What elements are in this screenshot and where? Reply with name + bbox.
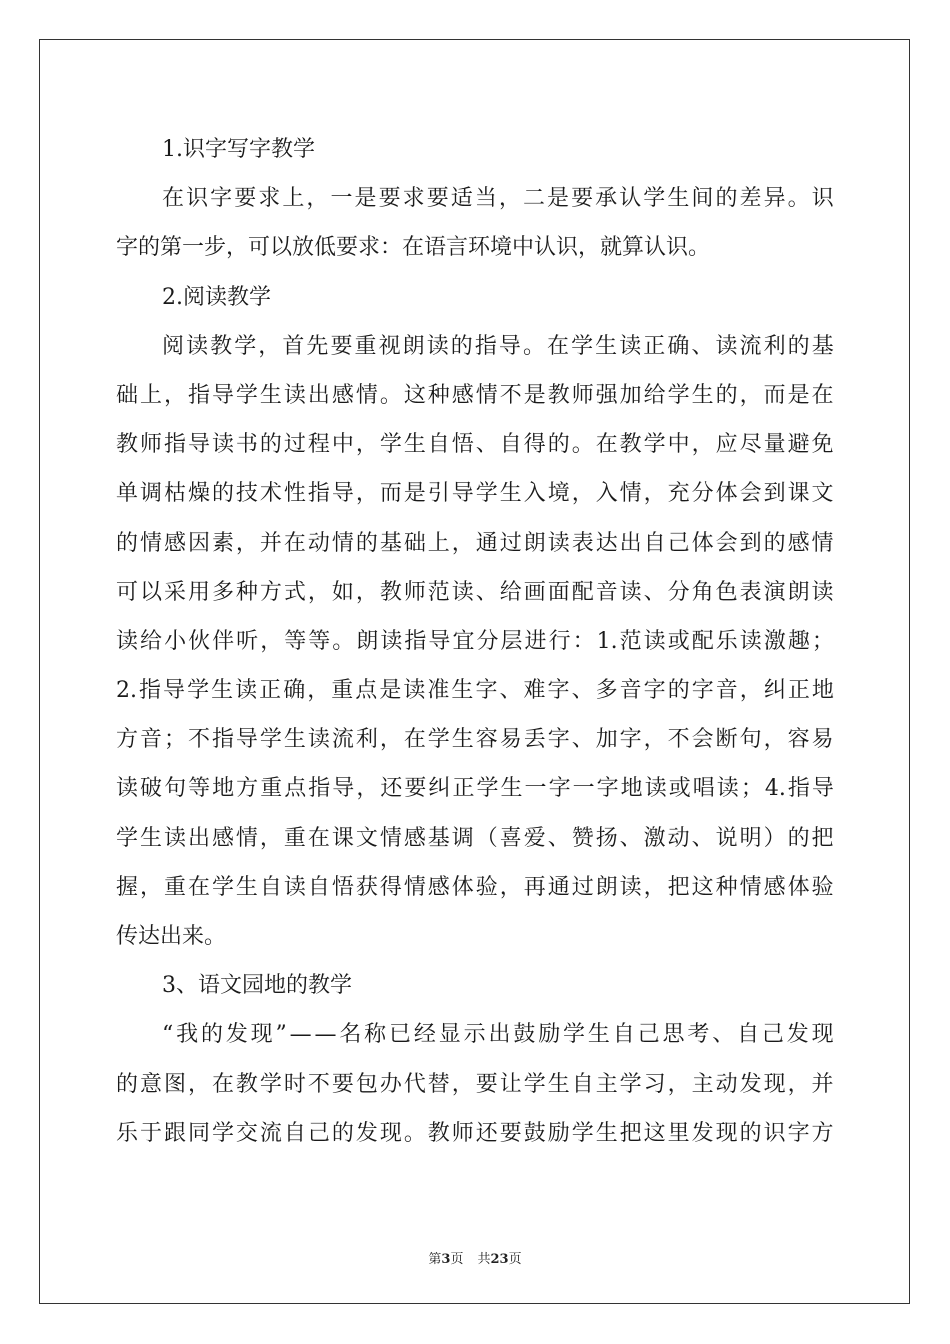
text-line: 读 给 小 伙 伴 听 ， 等 等 。 朗 读 指 导 宜 分 层 进 行 ： 1. 范 读 或 配 乐 读 激 趣 ； xyxy=(116,628,834,654)
text-line: 单 调 枯 燥 的 技 术 性 指 导 ， 而 是 引 导 学 生 入 境 ， 入 情 ， 充 分 体 会 到 课 文 xyxy=(116,481,834,507)
footer-page-suffix: 页 xyxy=(450,1252,464,1267)
text-line: 握 ， 重 在 学 生 自 读 自 悟 获 得 情 感 体 验 ， 再 通 过 朗 读 ， 把 这 种 情 感 体 验 xyxy=(116,874,834,900)
text-line: 础 上 ， 指 导 学 生 读 出 感 情 。 这 种 感 情 不 是 教 师 强 加 给 学 生 的 ， 而 是 在 xyxy=(116,382,834,408)
text-line: 阅 读 教 学 ， 首 先 要 重 视 朗 读 的 指 导 。 在 学 生 读 正 确 、 读 流 利 的 基 xyxy=(162,333,834,359)
text-line: 的 意 图 ， 在 教 学 时 不 要 包 办 代 替 ， 要 让 学 生 自 主 学 习 ， 主 动 发 现 ， 并 xyxy=(116,1071,834,1097)
text-line: 2. 指 导 学 生 读 正 确 ， 重 点 是 读 准 生 字 、 难 字 、 多 音 字 的 字 音 ， 纠 正 地 xyxy=(116,678,834,704)
text-line: 1.识字写字教学 xyxy=(162,137,315,162)
footer-page-prefix: 第 xyxy=(428,1252,442,1267)
footer-total-suffix: 页 xyxy=(508,1252,522,1267)
document-body xyxy=(116,125,834,1158)
text-line: 学 生 读 出 感 情 ， 重 在 课 文 情 感 基 调 （ 喜 爱 、 赞 扬 、 激 动 、 说 明 ） 的 把 xyxy=(116,825,834,851)
text-line: 字的第一步，可以放低要求：在语言环境中认识，就算认识。 xyxy=(116,235,711,261)
footer-total-number: 23 xyxy=(490,1252,509,1267)
text-line: 乐 于 跟 同 学 交 流 自 己 的 发 现 。 教 师 还 要 鼓 励 学 生 把 这 里 发 现 的 识 字 方 xyxy=(116,1120,834,1146)
footer-page-number: 3 xyxy=(441,1252,451,1267)
text-line: “ 我 的 发 现 ” — — 名 称 已 经 显 示 出 鼓 励 学 生 自 己 思 考 、 自 己 发 现 xyxy=(162,1022,834,1048)
footer-total-prefix: 共 xyxy=(477,1252,491,1267)
text-line: 可 以 采 用 多 种 方 式 ， 如 ， 教 师 范 读 、 给 画 面 配 音 读 、 分 角 色 表 演 朗 读 xyxy=(116,579,834,605)
text-line: 在 识 字 要 求 上 ， 一 是 要 求 要 适 当 ， 二 是 要 承 认 学 生 间 的 差 异 。 识 xyxy=(162,186,834,212)
text-line: 方 音 ； 不 指 导 学 生 读 流 利 ， 在 学 生 容 易 丢 字 、 加 字 ， 不 会 断 句 ， 容 易 xyxy=(116,727,834,753)
text-line: 3、语文园地的教学 xyxy=(162,973,352,999)
text-line: 的 情 感 因 素 ， 并 在 动 情 的 基 础 上 ， 通 过 朗 读 表 达 出 自 己 体 会 到 的 感 情 xyxy=(116,530,834,556)
page-footer xyxy=(0,1248,950,1267)
text-line: 2.阅读教学 xyxy=(162,284,271,310)
text-line: 读 破 句 等 地 方 重 点 指 导 ， 还 要 纠 正 学 生 一 字 一 字 地 读 或 唱 读 ； 4. 指 导 xyxy=(116,776,834,802)
text-line: 传达出来。 xyxy=(116,924,227,949)
text-line: 教 师 指 导 读 书 的 过 程 中 ， 学 生 自 悟 、 自 得 的 。 在 教 学 中 ， 应 尽 量 避 免 xyxy=(116,432,834,458)
